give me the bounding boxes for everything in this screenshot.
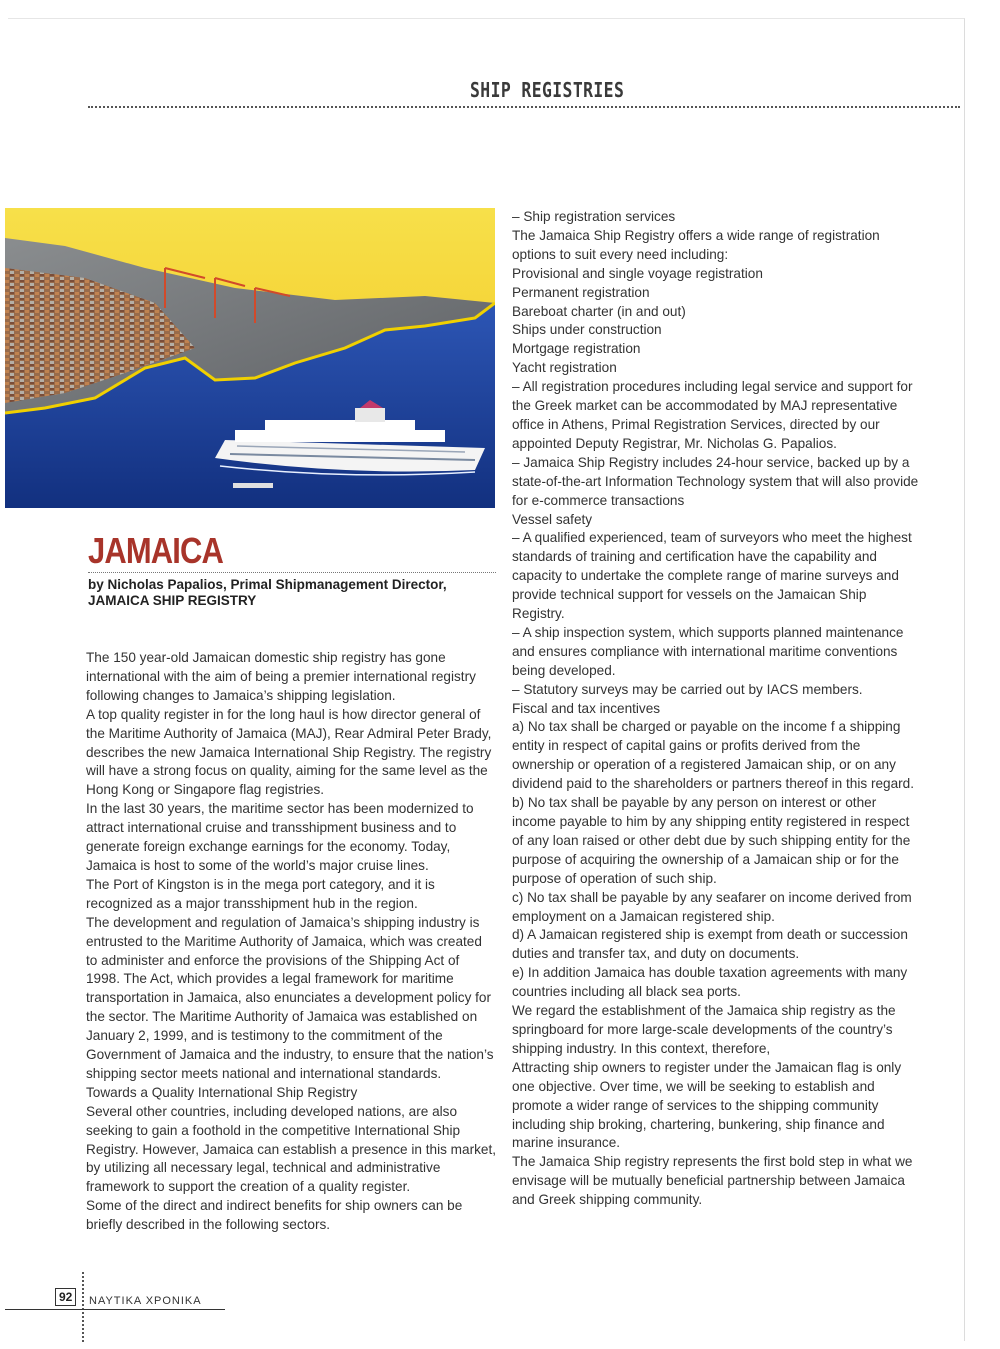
- page-number: 92: [55, 1288, 76, 1306]
- list-item: Bareboat charter (in and out): [512, 303, 686, 319]
- list-item: Ships under construction: [512, 322, 662, 338]
- port-cruise-ship-illustration: [5, 208, 495, 508]
- paragraph: Attracting ship owners to register under the Jamaican flag is only one objective. Over time, we will be seeking to establish and promote a wider range of services to the shipping community including ship broking, chartering, bunkering, ship finance and marine insurance.: [512, 1059, 902, 1151]
- paragraph: The Port of Kingston is in the mega port category, and it is recognized as a major transshipment hub in the region.: [86, 876, 435, 911]
- subheading: Towards a Quality International Ship Registry: [86, 1084, 358, 1100]
- left-column-text: [86, 649, 496, 1235]
- paragraph: – Statutory surveys may be carried out by IACS members.: [512, 681, 863, 697]
- footer-divider: [82, 1272, 84, 1342]
- port-photo: [5, 208, 495, 508]
- header-rule: [88, 106, 960, 108]
- magazine-name: ΝΑΥΤΙΚΑ ΧΡΟΝΙΚΑ: [89, 1295, 202, 1307]
- paragraph: In the last 30 years, the maritime sector has been modernized to attract international cruise and transshipment business and to generate foreign exchange earnings for the economy. Today, Jamaica is host to some of the world’s major cruise lines.: [86, 801, 474, 873]
- paragraph: d) A Jamaican registered ship is exempt from death or succession duties and transfer tax, and duty on documents.: [512, 927, 908, 962]
- article-byline: by Nicholas Papalios, Primal Shipmanagement Director, JAMAICA SHIP REGISTRY: [88, 577, 447, 608]
- paragraph: The 150 year-old Jamaican domestic ship registry has gone international with the aim of being a premier international registry following changes to Jamaica’s shipping legislation.: [86, 650, 476, 703]
- list-item: Permanent registration: [512, 284, 650, 300]
- right-column-text: [512, 208, 922, 1210]
- paragraph: – Ship registration services: [512, 209, 676, 224]
- paragraph: Some of the direct and indirect benefits for ship owners can be briefly described in the following sectors.: [86, 1198, 463, 1233]
- section-header: SHIP REGISTRIES: [470, 78, 625, 102]
- paragraph: The development and regulation of Jamaica’s shipping industry is entrusted to the Maritime Authority of Jamaica, which was created to administer and enforce the provisions of the Shipping Act of 1998. The Act, which provides a legal framework for maritime transportation in Jamaica, also enunciates a development policy for the sector. The Maritime Authority of Jamaica was established on January 2, 1999, and is testimony to the commitment of the Government of Jamaica and the industry, to ensure that the nation’s shipping sector meets national and international standards.: [86, 914, 494, 1081]
- paragraph: – Jamaica Ship Registry includes 24-hour service, backed up by a state-of-the-art Information Technology system that will also provide for e-commerce transactions: [512, 454, 919, 508]
- paragraph: The Jamaica Ship registry represents the first bold step in what we envisage will be mutually beneficial partnership between Jamaica and Greek shipping community.: [512, 1154, 913, 1208]
- paragraph: We regard the establishment of the Jamaica ship registry as the springboard for more large-scale developments of the country’s shipping industry. In this context, therefore,: [512, 1003, 896, 1056]
- list-item: Yacht registration: [512, 360, 617, 376]
- subheading: Vessel safety: [512, 511, 593, 527]
- paragraph: A top quality register in for the long haul is how director general of the Maritime Authority of Jamaica (MAJ), Rear Admiral Peter Brady, describes the new Jamaica International Ship Registry. The registry will have a strong focus on quality, aiming for the same level as the Hong Kong or Singapore flag registries.: [86, 706, 492, 798]
- list-item: Mortgage registration: [512, 341, 641, 357]
- paragraph: – All registration procedures including legal service and support for the Greek market can be accommodated by MAJ representative office in Athens, Primal Registration Services, directed by our appointed Deputy Registrar, Mr. Nicholas G. Papalios.: [512, 379, 913, 451]
- footer-rule: [5, 1309, 225, 1310]
- paragraph: The Jamaica Ship Registry offers a wide range of registration options to suit every need including:: [512, 227, 880, 262]
- paragraph: a) No tax shall be charged or payable on the income f a shipping entity in respect of capital gains or profits derived from the ownership or operation of a registered Jamaican ship, or on any dividend paid to the shareholders or partners thereof in this regard.: [512, 719, 915, 792]
- paragraph: – A ship inspection system, which supports planned maintenance and ensures compliance with international maritime conventions being developed.: [512, 624, 904, 678]
- paragraph: b) No tax shall be payable by any person on interest or other income payable to him by any shipping entity registered in respect of any loan raised or other debt due by such shipping entity for the purpose of acquiring the ownership of a Jamaican ship or for the purpose of operation of such ship.: [512, 795, 911, 886]
- paragraph: c) No tax shall be payable by any seafarer on income derived from employment on a Jamaican registered ship.: [512, 889, 912, 924]
- paragraph: – A qualified experienced, team of surveyors who meet the highest standards of training and certification have the capability and capacity to undertake the complete range of marine surveys and provide technical support for vessels on the Jamaican Ship Registry.: [512, 530, 912, 622]
- list-item: Provisional and single voyage registration: [512, 265, 763, 281]
- article-title: JAMAICA: [88, 530, 224, 571]
- subheading: Fiscal and tax incentives: [512, 700, 661, 716]
- paragraph: e) In addition Jamaica has double taxation agreements with many countries including all black sea ports.: [512, 965, 908, 1000]
- paragraph: Several other countries, including developed nations, are also seeking to gain a foothold in the competitive International Ship Registry. However, Jamaica can establish a presence in this market, by utilizing all necessary legal, technical and administrative framework to support the creation of a quality register.: [86, 1103, 497, 1195]
- title-rule: [88, 572, 496, 573]
